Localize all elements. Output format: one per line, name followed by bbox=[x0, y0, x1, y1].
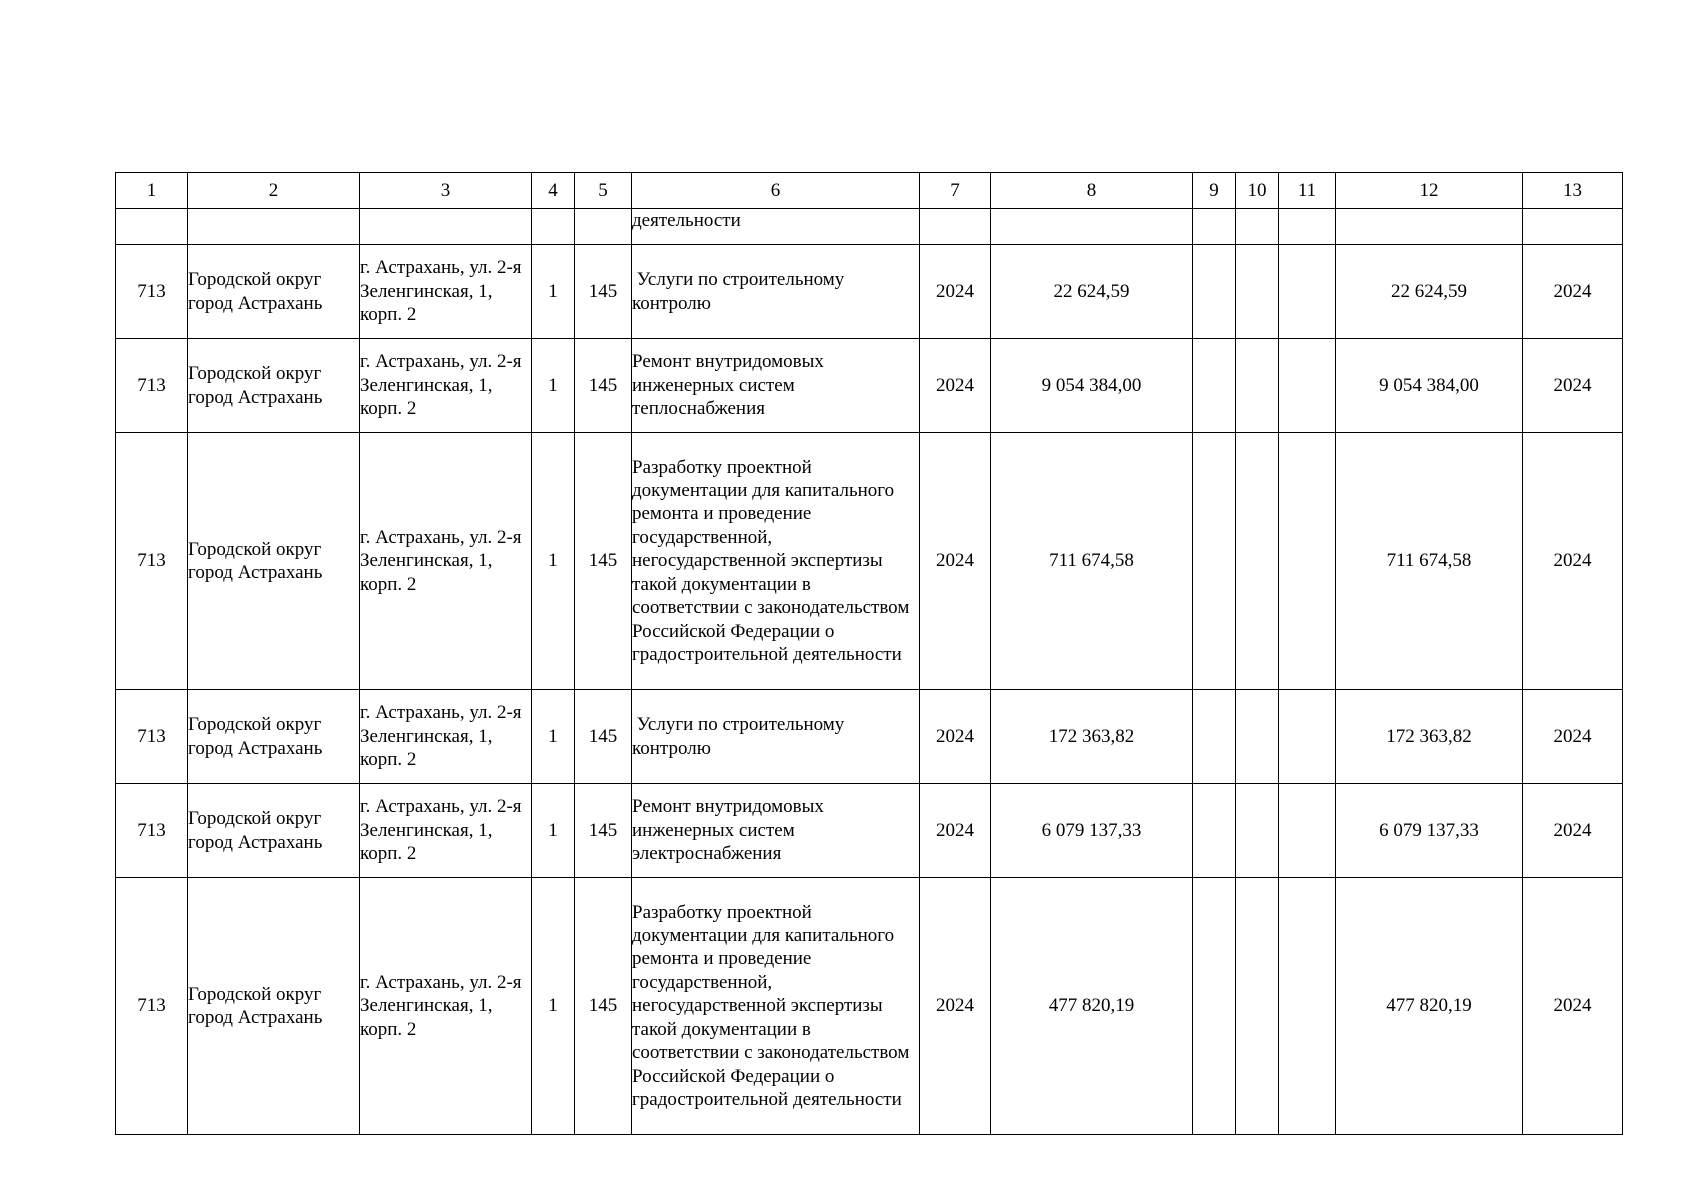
table-row bbox=[116, 433, 1623, 690]
works-table bbox=[115, 172, 1623, 1135]
col11-cell bbox=[1279, 339, 1336, 433]
col10-cell bbox=[1236, 878, 1279, 1135]
header-cell-2: 2 bbox=[188, 173, 360, 209]
municipality-cell: Городской округ город Астрахань bbox=[188, 245, 360, 339]
header-cell-5: 5 bbox=[575, 173, 632, 209]
row-number-cell: 713 bbox=[116, 339, 188, 433]
col9-cell bbox=[1193, 433, 1236, 690]
table-row bbox=[116, 878, 1623, 1135]
col9-cell bbox=[1193, 339, 1236, 433]
col9-cell bbox=[1193, 878, 1236, 1135]
col10-cell bbox=[1236, 690, 1279, 784]
col4-cell: 1 bbox=[532, 245, 575, 339]
table-row bbox=[116, 690, 1623, 784]
col5-cell: 145 bbox=[575, 878, 632, 1135]
row-number-cell: 713 bbox=[116, 878, 188, 1135]
year13-cell: 2024 bbox=[1523, 690, 1623, 784]
header-cell-3: 3 bbox=[360, 173, 532, 209]
amount-cell: 477 820,19 bbox=[991, 878, 1193, 1135]
col10-cell bbox=[1236, 433, 1279, 690]
amount-cell: 6 079 137,33 bbox=[991, 784, 1193, 878]
amount12-cell: 172 363,82 bbox=[1336, 690, 1523, 784]
continuation-work-cell: деятельности bbox=[632, 209, 920, 245]
row-number-cell: 713 bbox=[116, 245, 188, 339]
municipality-cell: Городской округ город Астрахань bbox=[188, 339, 360, 433]
col10-cell bbox=[1236, 784, 1279, 878]
address-cell: г. Астрахань, ул. 2-я Зеленгинская, 1, корп. 2 bbox=[360, 878, 532, 1135]
amount-cell: 711 674,58 bbox=[991, 433, 1193, 690]
row-number-cell: 713 bbox=[116, 433, 188, 690]
year-cell: 2024 bbox=[920, 245, 991, 339]
header-cell-12: 12 bbox=[1336, 173, 1523, 209]
amount12-cell: 6 079 137,33 bbox=[1336, 784, 1523, 878]
col5-cell: 145 bbox=[575, 339, 632, 433]
municipality-cell: Городской округ город Астрахань bbox=[188, 690, 360, 784]
amount12-cell: 711 674,58 bbox=[1336, 433, 1523, 690]
municipality-cell: Городской округ город Астрахань bbox=[188, 878, 360, 1135]
col4-cell: 1 bbox=[532, 433, 575, 690]
work-type-cell: Разработку проектной документации для капитального ремонта и проведение государственной, негосударственной экспертизы такой документации в соответствии с законодательством Российской Федерации о градостроительной деятельности bbox=[632, 433, 920, 690]
header-cell-10: 10 bbox=[1236, 173, 1279, 209]
col11-cell bbox=[1279, 245, 1336, 339]
year-cell: 2024 bbox=[920, 690, 991, 784]
row-number-cell: 713 bbox=[116, 690, 188, 784]
year-cell: 2024 bbox=[920, 433, 991, 690]
table-row bbox=[116, 339, 1623, 433]
year13-cell: 2024 bbox=[1523, 433, 1623, 690]
work-type-cell: Ремонт внутридомовых инженерных систем теплоснабжения bbox=[632, 339, 920, 433]
address-cell: г. Астрахань, ул. 2-я Зеленгинская, 1, корп. 2 bbox=[360, 690, 532, 784]
header-cell-1: 1 bbox=[116, 173, 188, 209]
col10-cell bbox=[1236, 339, 1279, 433]
municipality-cell: Городской округ город Астрахань bbox=[188, 433, 360, 690]
work-type-cell: Услуги по строительному контролю bbox=[632, 245, 920, 339]
col11-cell bbox=[1279, 690, 1336, 784]
col5-cell: 145 bbox=[575, 784, 632, 878]
header-cell-11: 11 bbox=[1279, 173, 1336, 209]
amount12-cell: 9 054 384,00 bbox=[1336, 339, 1523, 433]
col4-cell: 1 bbox=[532, 878, 575, 1135]
table-row bbox=[116, 245, 1623, 339]
col9-cell bbox=[1193, 690, 1236, 784]
year-cell: 2024 bbox=[920, 784, 991, 878]
amount-cell: 172 363,82 bbox=[991, 690, 1193, 784]
header-cell-7: 7 bbox=[920, 173, 991, 209]
work-type-cell: Разработку проектной документации для капитального ремонта и проведение государственной, негосударственной экспертизы такой документации в соответствии с законодательством Российской Федерации о градостроительной деятельности bbox=[632, 878, 920, 1135]
col9-cell bbox=[1193, 784, 1236, 878]
col11-cell bbox=[1279, 433, 1336, 690]
year13-cell: 2024 bbox=[1523, 245, 1623, 339]
work-type-cell: Услуги по строительному контролю bbox=[632, 690, 920, 784]
col5-cell: 145 bbox=[575, 433, 632, 690]
col9-cell bbox=[1193, 245, 1236, 339]
col4-cell: 1 bbox=[532, 784, 575, 878]
year13-cell: 2024 bbox=[1523, 339, 1623, 433]
municipality-cell: Городской округ город Астрахань bbox=[188, 784, 360, 878]
col5-cell: 145 bbox=[575, 690, 632, 784]
year13-cell: 2024 bbox=[1523, 878, 1623, 1135]
header-cell-9: 9 bbox=[1193, 173, 1236, 209]
year-cell: 2024 bbox=[920, 878, 991, 1135]
address-cell: г. Астрахань, ул. 2-я Зеленгинская, 1, корп. 2 bbox=[360, 784, 532, 878]
address-cell: г. Астрахань, ул. 2-я Зеленгинская, 1, корп. 2 bbox=[360, 433, 532, 690]
amount12-cell: 477 820,19 bbox=[1336, 878, 1523, 1135]
header-cell-13: 13 bbox=[1523, 173, 1623, 209]
table-row bbox=[116, 784, 1623, 878]
address-cell: г. Астрахань, ул. 2-я Зеленгинская, 1, корп. 2 bbox=[360, 339, 532, 433]
row-number-cell: 713 bbox=[116, 784, 188, 878]
continuation-row bbox=[116, 209, 1623, 245]
col11-cell bbox=[1279, 878, 1336, 1135]
col4-cell: 1 bbox=[532, 690, 575, 784]
col11-cell bbox=[1279, 784, 1336, 878]
header-cell-8: 8 bbox=[991, 173, 1193, 209]
col4-cell: 1 bbox=[532, 339, 575, 433]
amount12-cell: 22 624,59 bbox=[1336, 245, 1523, 339]
address-cell: г. Астрахань, ул. 2-я Зеленгинская, 1, корп. 2 bbox=[360, 245, 532, 339]
amount-cell: 9 054 384,00 bbox=[991, 339, 1193, 433]
year-cell: 2024 bbox=[920, 339, 991, 433]
header-cell-4: 4 bbox=[532, 173, 575, 209]
year13-cell: 2024 bbox=[1523, 784, 1623, 878]
amount-cell: 22 624,59 bbox=[991, 245, 1193, 339]
header-cell-6: 6 bbox=[632, 173, 920, 209]
col10-cell bbox=[1236, 245, 1279, 339]
header-row bbox=[116, 173, 1623, 209]
work-type-cell: Ремонт внутридомовых инженерных систем электроснабжения bbox=[632, 784, 920, 878]
col5-cell: 145 bbox=[575, 245, 632, 339]
